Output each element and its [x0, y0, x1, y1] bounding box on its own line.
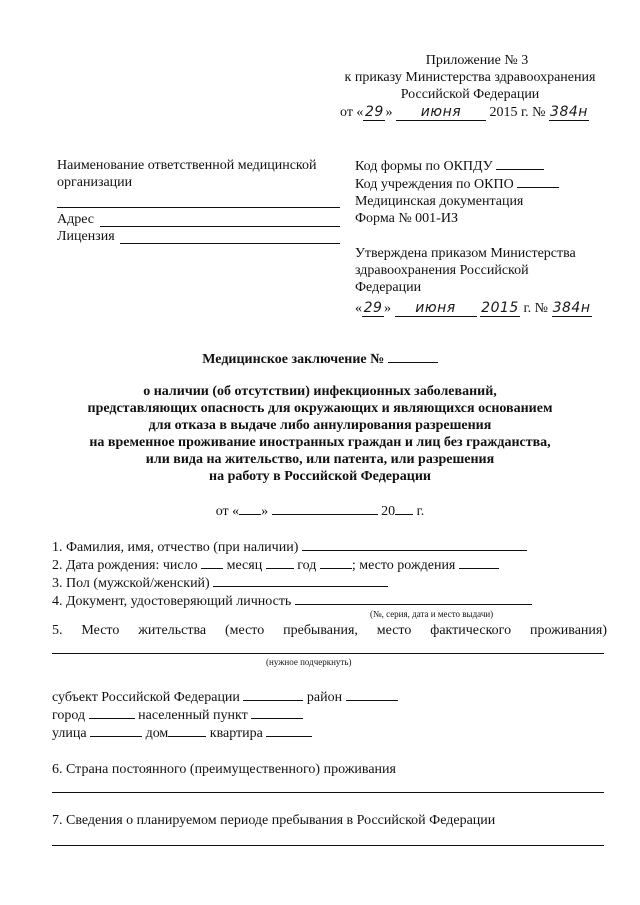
certificate-title-text: Медицинское заключение № [202, 352, 385, 367]
appendix-day-handwritten: 29 [365, 104, 384, 120]
field-6-row [52, 761, 396, 778]
license-blank[interactable] [120, 243, 340, 244]
subtitle-line1: о наличии (об отсутствии) инфекционных заболеваний, [143, 384, 497, 399]
approved-line1: Утверждена приказом Министерства [355, 246, 576, 261]
field-4-row [52, 592, 532, 610]
field-3-row [52, 574, 388, 592]
certificate-number-blank[interactable] [388, 350, 438, 363]
address-row [57, 211, 94, 228]
issue-month-blank[interactable] [272, 502, 378, 515]
city-row [52, 706, 303, 724]
field-4-label: 4. Документ, удостоверяющий личность [52, 594, 292, 609]
field-2-month-label: месяц [226, 558, 263, 573]
approved-number-handwritten: 384н [552, 300, 591, 316]
stay-period-blank[interactable] [52, 845, 604, 846]
residence-blank[interactable] [52, 653, 604, 654]
appendix-ministry-line: Российской Федерации [400, 87, 540, 102]
street-label: улица [52, 726, 87, 741]
okpo-label: Код учреждения по ОКПО [355, 177, 514, 192]
approved-block [355, 245, 576, 296]
settlement-blank[interactable] [251, 706, 303, 719]
okpo-row [355, 175, 559, 193]
okpdu-blank[interactable] [496, 157, 544, 170]
appendix-order-line: к приказу Министерства здравоохранения [344, 70, 596, 85]
form-codes-block [355, 157, 559, 227]
license-row [57, 228, 115, 245]
field-4-note: (№, серия, дата и место выдачи) [370, 609, 494, 619]
issue-date-line [0, 502, 640, 520]
approved-year-handwritten: 2015 [481, 300, 519, 316]
approved-month-handwritten: июня [395, 300, 477, 317]
house-blank[interactable] [168, 724, 206, 737]
field-5-label: 5. Место жительства (место пребывания, место фактического проживания) [52, 623, 607, 638]
birthplace-blank[interactable] [459, 556, 499, 569]
address-label: Адрес [57, 212, 95, 227]
settlement-label: населенный пункт [138, 708, 248, 723]
issue-date-suffix: г. [416, 504, 425, 519]
district-label: район [306, 690, 343, 705]
field-7-label: 7. Сведения о планируемом периоде пребывания в Российской Федерации [52, 813, 496, 828]
issue-year-blank[interactable] [395, 502, 413, 515]
subtitle-line3: для отказа в выдаче либо аннулирования разрешения [148, 418, 492, 433]
apartment-blank[interactable] [266, 724, 312, 737]
address-blank[interactable] [100, 226, 340, 227]
field-2-row [52, 556, 499, 574]
okpdu-row [355, 157, 559, 175]
org-name-label-line2: организации [57, 175, 133, 190]
approved-close-quote: » [384, 301, 391, 316]
field-1-label: 1. Фамилия, имя, отчество (при наличии) [52, 540, 299, 555]
house-label: дом [145, 726, 169, 741]
subtitle-line2: представляющих опасность для окружающих и являющихся основанием [87, 401, 553, 416]
field-2-birthplace-label: ; место рождения [351, 558, 456, 573]
birth-day-blank[interactable] [201, 556, 223, 569]
sex-blank[interactable] [213, 574, 388, 587]
field-6-label: 6. Страна постоянного (преимущественного) проживания [52, 762, 396, 777]
field-2-label: 2. Дата рождения: число [52, 558, 198, 573]
approved-line3: Федерации [355, 280, 422, 295]
approved-day-handwritten: 29 [363, 300, 383, 316]
approved-date-line [355, 300, 592, 317]
org-name-blank[interactable] [57, 207, 340, 208]
issue-date-prefix: от « [215, 504, 240, 519]
certificate-title [0, 350, 640, 368]
appendix-close-quote: » [385, 105, 393, 120]
subject-label: субъект Российской Федерации [52, 690, 240, 705]
field-5-note: (нужное подчеркнуть) [266, 657, 352, 667]
field-7-row [52, 812, 495, 829]
field-1-row [52, 538, 527, 556]
city-blank[interactable] [89, 706, 135, 719]
okpo-blank[interactable] [517, 175, 559, 188]
appendix-block [330, 52, 610, 103]
apartment-label: квартира [209, 726, 263, 741]
form-number-label: Форма № 001-ИЗ [355, 211, 458, 226]
org-name-label-line1: Наименование ответственной медицинской [57, 158, 317, 173]
district-blank[interactable] [346, 688, 398, 701]
appendix-month-handwritten: июня [396, 104, 486, 121]
approved-open-quote: « [355, 301, 362, 316]
field-2-year-label: год [297, 558, 317, 573]
subtitle-line5: или вида на жительство, или патента, или разрешения [145, 452, 495, 467]
approved-g-no: г. № [523, 301, 549, 316]
id-document-blank[interactable] [295, 592, 532, 605]
appendix-title: Приложение № 3 [425, 53, 529, 68]
appendix-date-line [340, 104, 589, 121]
city-label: город [52, 708, 86, 723]
issue-date-close: » [261, 504, 269, 519]
birth-year-blank[interactable] [320, 556, 352, 569]
field-3-label: 3. Пол (мужской/женский) [52, 576, 210, 591]
street-row [52, 724, 312, 742]
subject-blank[interactable] [243, 688, 303, 701]
appendix-number-handwritten: 384н [550, 104, 588, 120]
issue-year-prefix: 20 [381, 504, 396, 519]
license-label: Лицензия [57, 229, 115, 244]
street-blank[interactable] [90, 724, 142, 737]
country-blank[interactable] [52, 792, 604, 793]
birth-month-blank[interactable] [266, 556, 294, 569]
org-name-label [57, 157, 342, 191]
subtitle-line6: на работу в Российской Федерации [209, 469, 431, 484]
appendix-year-text: 2015 г. № [489, 105, 546, 120]
okpdu-label: Код формы по ОКПДУ [355, 159, 493, 174]
approved-line2: здравоохранения Российской [355, 263, 529, 278]
field-5-row [52, 622, 607, 639]
issue-day-blank[interactable] [239, 502, 261, 515]
med-doc-label: Медицинская документация [355, 194, 524, 209]
subtitle-line4: на временное проживание иностранных граждан и лиц без гражданства, [89, 435, 551, 450]
full-name-blank[interactable] [302, 538, 527, 551]
certificate-subtitle [0, 383, 640, 485]
subject-row [52, 688, 398, 706]
appendix-date-prefix: от « [340, 105, 364, 120]
